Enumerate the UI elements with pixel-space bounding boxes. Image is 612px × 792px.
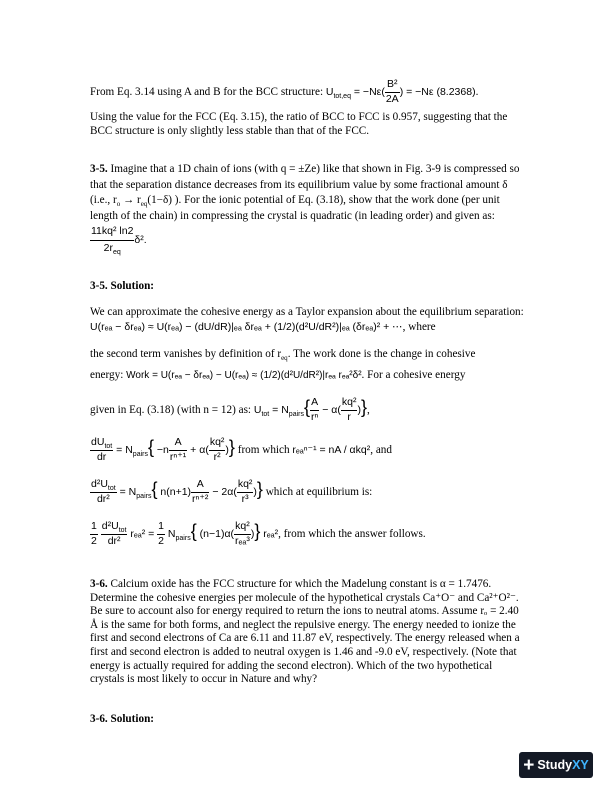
cohesive-f2-num: kq² <box>341 396 358 411</box>
eq7-req2: rₑₐ² = <box>127 527 158 540</box>
work-result-equation <box>90 225 147 256</box>
problem-3-5-label: 3-5. <box>90 163 108 175</box>
utot-sub: tot <box>261 410 270 418</box>
d2-num: d²U <box>91 478 108 490</box>
d2-num-sub: tot <box>107 485 116 493</box>
eq1-frac-den: 2A <box>385 92 399 105</box>
d1-minus-n: −n <box>154 443 169 456</box>
cohesive-pairs: pairs <box>288 410 304 418</box>
problem-3-5-sub-o: o <box>116 200 121 209</box>
solution-3-6-heading <box>90 713 526 727</box>
d1-f2-num: kq² <box>209 436 226 451</box>
eq7-text: , from which the answer follows. <box>278 527 426 540</box>
work-frac-den-sub: eq <box>112 248 121 256</box>
logo-text <box>537 758 588 772</box>
eq7-f-den: rₑₐ³ <box>235 534 250 547</box>
d1-result: rₑₐⁿ⁻¹ = nA / αkq² <box>292 443 371 456</box>
first-derivative-line <box>90 436 526 464</box>
problem-3-5-text-a3: (1−δ) ). For the ionic potential of Eq. (3.18), show that the work done (per unit length of the chain) in compressing the crystal is quadratic (in leading order) and given as: <box>90 194 500 222</box>
d1-num: dU <box>91 436 105 448</box>
eq7-d2-num: d²U <box>101 520 119 532</box>
d2-f2-den: r³ <box>241 492 249 505</box>
first-derivative-equation: $\frac{dU_{tot}}{dr}$ = $N_{pairs}\{ -n$ $\frac{A}{\text{rⁿ⁺¹}}$ + α( $\frac{\text{kq²}}{\text{r²}}$ )} <box>91 436 235 463</box>
d1-den: dr <box>96 450 107 463</box>
second-term-text-b: . The work done is the change in cohesive <box>287 348 476 360</box>
work-tail: . For a cohesive energy <box>361 369 466 381</box>
d1-pairs: pairs <box>132 450 148 458</box>
taylor-equation: U(rₑₐ − δrₑₐ) ≈ U(rₑₐ) − (dU/dR)|ₑₐ δrₑₐ + (1/2)(d²U/dR²)|ₑₐ (δrₑₐ)² + ⋯ <box>90 321 403 333</box>
work-paragraph <box>90 369 530 383</box>
d1-f2-den: r² <box>213 450 221 463</box>
work-label: energy: <box>90 369 127 381</box>
problem-3-5 <box>90 162 526 256</box>
d1-f1-den: rⁿ⁺¹ <box>169 450 187 463</box>
eq7-d2-den: dr² <box>107 534 121 547</box>
work-frac-num: 11kq² ln2 <box>90 224 134 241</box>
plus-icon: + <box>523 754 535 776</box>
solution-3-5-heading-text: 3-5. Solution: <box>90 280 155 292</box>
second-term-text-a: the second term vanishes by definition of r <box>90 348 282 360</box>
problem-3-6-label: 3-6. <box>90 578 108 590</box>
eq7-half-num: 1 <box>90 520 98 535</box>
d2-n-n1: n(n+1) <box>157 485 192 498</box>
utot-symbol: U <box>253 403 262 416</box>
d1-num-sub: tot <box>104 443 113 451</box>
eq7-f-num: kq² <box>234 520 251 535</box>
bcc-paragraph: From Eq. 3.14 using A and B for the BCC structure: $U_{tot,eq} = -N\varepsilon$( $\frac{\text{B²}}{2A}$ ) = −Nε (8.2368). <box>90 78 479 105</box>
eq1-frac <box>385 78 400 106</box>
work-frac-den: 2r <box>103 241 113 254</box>
second-derivative-equation: $\frac{d^2U_{tot}}{\text{dr²}}$ = $N_{pairs}${ n(n+1) $\frac{A}{\text{rⁿ⁺²}}$ − 2α( $\frac{\text{kq²}}{\text{r³}}$ )} <box>91 478 263 505</box>
d2-text: which at equilibrium is: <box>262 485 373 498</box>
fcc-ratio-paragraph: Using the value for the FCC (Eq. 3.15), the ratio of BCC to FCC is 0.957, suggesting that the BCC structure is only slightly less stable than that of the FCC. <box>90 111 508 137</box>
problem-3-5-text-a: Imagine that a 1D chain of ions (with q = ±Ze) like that shown in Fig. 3-9 is compressed so that the separation distance decreases from its equilibrium value by some fractional amount δ (i.e., r <box>90 163 520 206</box>
taylor-text: We can approximate the cohesive energy as a Taylor expansion about the equilibrium separation: <box>90 306 524 318</box>
cohesive-text: given in Eq. (3.18) (with n = 12) as: <box>90 403 254 416</box>
eq1-sub: tot,eq <box>333 92 351 100</box>
d2-den: dr² <box>96 492 110 505</box>
eq7-req2-tail: rₑₐ² <box>260 527 279 540</box>
eq1-frac-num: B² <box>385 78 400 93</box>
eq7-half2-den: 2 <box>158 534 165 547</box>
problem-3-5-text-a2: → r <box>120 194 141 206</box>
logo-text-xy: XY <box>572 758 589 772</box>
d1-plus: + α <box>187 443 206 456</box>
d1-and: , and <box>370 443 392 456</box>
eq1-u: U <box>325 85 334 98</box>
eq7-half-den: 2 <box>91 534 97 547</box>
work-frac-tail: δ². <box>134 233 147 246</box>
second-term-sub: eq <box>281 354 288 363</box>
cohesive-minus: − α <box>319 403 338 416</box>
bcc-lead: From Eq. 3.14 using A and B for the BCC structure: <box>90 85 326 98</box>
taylor-paragraph <box>90 305 526 335</box>
cohesive-energy-line: given in Eq. (3.18) (with n = 12) as: $U_{tot} = N_{pairs}${ $\frac{A}{\text{rⁿ}}$ − α( $\frac{\text{kq²}}{r}$ )}, <box>90 396 370 423</box>
work-equation: Work = U(rₑₐ − δrₑₐ) − U(rₑₐ) ≈ (1/2)(d²U/dR²)|rₑₐ rₑₐ²δ² <box>126 370 362 381</box>
cohesive-equation: $U_{tot} = N_{pairs}${ $\frac{A}{\text{rⁿ}}$ − α( $\frac{\text{kq²}}{r}$ )} <box>253 396 367 423</box>
problem-3-6-text: Calcium oxide has the FCC structure for which the Madelung constant is α = 1.7476. Determine the cohesive energies per molecule of the hypothetical crystals Ca⁺O⁻ and Ca²⁺O²⁻. Be sure to account also for energy required to return the ions to neutral atoms. Assume rₒ = 2.40 Å is the same for both forms, and neglect the repulsive energy. The energy needed to ionize the first and second electrons of Ca are 6.11 and 11.87 eV, respectively. The energy released when a first and second electron is added to neutral oxygen is 1.46 and -9.0 eV, respectively. (Note that energy is actually required for adding the second electron). Which of the two hypothetical crystals is most likely to occur in Nature and why? <box>90 578 520 686</box>
cohesive-f2-den: r <box>347 410 351 423</box>
studyxy-logo[interactable] <box>519 752 593 778</box>
solution-3-5-heading <box>90 280 526 294</box>
d1-from-which: from which <box>234 443 293 456</box>
cohesive-f1-num: A <box>310 396 319 411</box>
d2-n: = N <box>116 485 137 498</box>
eq1-mid: = −Nε <box>350 85 382 98</box>
eq7-n: N <box>165 527 176 540</box>
bcc-equation: $U_{tot,eq} = -N\varepsilon$( $\frac{\text{B²}}{2A}$ ) = −Nε (8.2368) <box>325 78 476 105</box>
d2-pairs: pairs <box>136 492 152 500</box>
cohesive-n: = N <box>269 403 289 416</box>
problem-3-5-sub-eq: eq <box>140 200 148 209</box>
eq7-d2-num-sub: tot <box>118 527 127 535</box>
taylor-where: , where <box>402 321 436 333</box>
d1-n: = N <box>113 443 133 456</box>
problem-3-6 <box>90 578 528 687</box>
logo-text-study: Study <box>537 758 573 772</box>
cohesive-f1-den: rⁿ <box>311 410 319 423</box>
eq7-pairs: pairs <box>175 534 191 542</box>
equilibrium-line <box>90 520 526 548</box>
solution-3-6-heading-text: 3-6. Solution: <box>90 713 155 725</box>
d2-f2-num: kq² <box>237 478 254 493</box>
second-derivative-line <box>90 478 526 506</box>
d2-f1-den: rⁿ⁺² <box>192 492 209 505</box>
d2-minus-2alpha: − 2α <box>209 485 234 498</box>
eq1-tail: = −Nε (8.2368) <box>403 85 476 98</box>
equilibrium-equation: $\frac{1}{2}$ $\frac{d^2U_{tot}}{\text{dr²}}$ rₑₐ² = $\frac{1}{2}$ $N_{pairs}${ (n−1)α( $\frac{\text{kq²}}{\text{rₑₐ³}}$ )} rₑₐ² <box>91 520 279 547</box>
eq7-n-1-alpha: (n−1)α <box>196 527 231 540</box>
d1-f1-num: A <box>169 436 187 451</box>
d2-f1-num: A <box>191 478 209 493</box>
eq7-half2-num: 1 <box>157 520 165 535</box>
second-term-paragraph <box>90 348 526 362</box>
